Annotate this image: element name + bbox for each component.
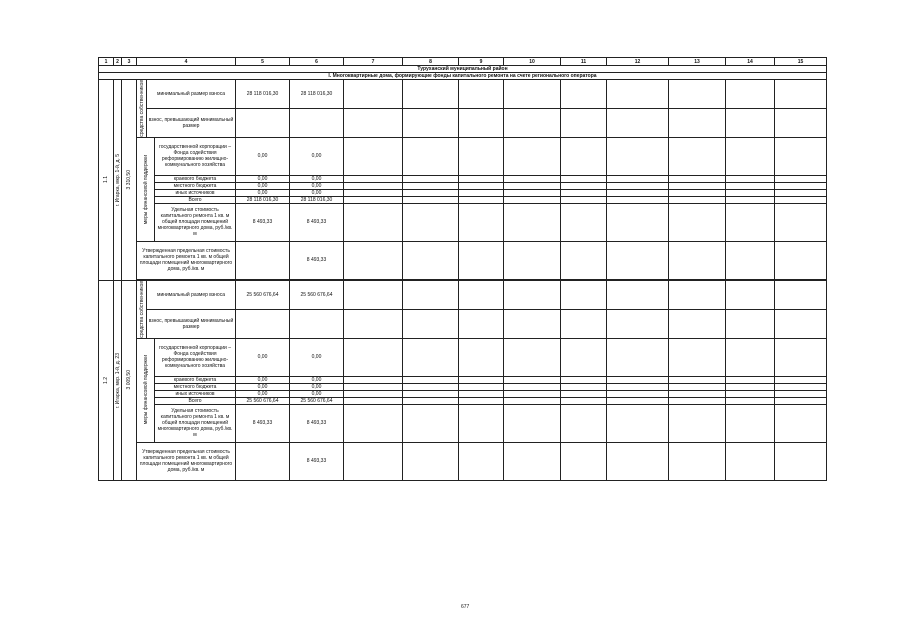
capital-repair-table xyxy=(98,57,827,481)
col-header: 6 xyxy=(290,58,344,66)
own-funds-cell xyxy=(137,280,147,338)
col-header: 2 xyxy=(114,58,122,66)
local-label: местного бюджета xyxy=(155,383,236,390)
col-header: 11 xyxy=(561,58,607,66)
value-cell: 0,00 xyxy=(290,182,344,189)
value-cell: 0,00 xyxy=(236,390,290,397)
record-number-cell xyxy=(99,280,114,480)
value-cell: 8 493,33 xyxy=(236,404,290,442)
value-cell: 8 493,33 xyxy=(290,203,344,241)
fund-label: государственной корпорации – Фонда содействия реформированию жилищно-коммунального хозяйства xyxy=(155,137,236,175)
record-row xyxy=(99,442,827,480)
record-row xyxy=(99,241,827,279)
col-header: 8 xyxy=(403,58,459,66)
record-row xyxy=(99,404,827,442)
regional-label: краевого бюджета xyxy=(155,376,236,383)
column-number-row xyxy=(99,58,827,66)
record-row xyxy=(99,80,827,109)
value-cell: 8 493,33 xyxy=(290,404,344,442)
other-label: иных источников xyxy=(155,390,236,397)
record-row xyxy=(99,137,827,175)
record-area: 3 009,50 xyxy=(126,370,132,390)
support-cell xyxy=(137,338,155,442)
col-header: 4 xyxy=(137,58,236,66)
value-cell: 0,00 xyxy=(236,182,290,189)
value-cell: 0,00 xyxy=(290,175,344,182)
district-row xyxy=(99,66,827,73)
own-funds-cell xyxy=(137,80,147,138)
record-number-cell xyxy=(99,80,114,281)
value-cell: 0,00 xyxy=(236,376,290,383)
value-cell: 0,00 xyxy=(290,390,344,397)
col-header: 1 xyxy=(99,58,114,66)
max-cost-label: Утвержденная предельная стоимость капитального ремонта 1 кв. м общей площади помещений многоквартирного дома, руб./кв. м xyxy=(137,442,236,480)
total-label: Всего xyxy=(155,196,236,203)
unit-cost-label: Удельная стоимость капитального ремонта 1 кв. м общей площади помещений многоквартирного дома, руб./кв. м xyxy=(155,203,236,241)
own-funds-label: средства собственников xyxy=(138,80,145,137)
value-cell: 28 118 016,30 xyxy=(236,80,290,109)
record-row xyxy=(99,383,827,390)
value-cell: 0,00 xyxy=(290,338,344,376)
total-label: Всего xyxy=(155,397,236,404)
value-cell: 8 493,33 xyxy=(290,442,344,480)
col-header: 12 xyxy=(607,58,669,66)
local-label: местного бюджета xyxy=(155,182,236,189)
record-row xyxy=(99,390,827,397)
record-row xyxy=(99,397,827,404)
value-cell: 0,00 xyxy=(290,189,344,196)
value-cell: 8 493,33 xyxy=(236,203,290,241)
record-row xyxy=(99,280,827,309)
own-funds-label: средства собственников xyxy=(138,280,145,338)
record-row xyxy=(99,189,827,196)
max-cost-label: Утвержденная предельная стоимость капитального ремонта 1 кв. м общей площади помещений многоквартирного дома, руб./кв. м xyxy=(137,241,236,279)
value-cell: 0,00 xyxy=(290,376,344,383)
record-area: 3 310,50 xyxy=(126,170,132,190)
support-cell xyxy=(137,137,155,241)
record-address: г. Игарка, мкр. 1-й, д. 23 xyxy=(114,352,121,408)
record-number: 1.1 xyxy=(103,176,109,184)
value-cell: 28 118 016,30 xyxy=(236,196,290,203)
section-title: I. Многоквартирные дома, формирующие фонды капитального ремонта на счете регионального оператора xyxy=(99,73,827,80)
col-header: 13 xyxy=(669,58,726,66)
record-row xyxy=(99,196,827,203)
excess-fee-label: взнос, превышающий минимальный размер xyxy=(147,108,236,137)
address-cell xyxy=(114,280,122,480)
value-cell: 0,00 xyxy=(236,175,290,182)
value-cell: 25 560 676,64 xyxy=(236,280,290,309)
value-cell: 25 560 676,64 xyxy=(236,397,290,404)
record-row xyxy=(99,338,827,376)
col-header: 15 xyxy=(775,58,827,66)
col-header: 5 xyxy=(236,58,290,66)
value-cell: 0,00 xyxy=(236,383,290,390)
col-header: 3 xyxy=(122,58,137,66)
support-label: меры финансовой поддержки xyxy=(142,154,149,224)
col-header: 7 xyxy=(344,58,403,66)
address-cell xyxy=(114,80,122,281)
page-number: 677 xyxy=(461,604,470,610)
value-cell: 0,00 xyxy=(236,189,290,196)
record-number: 1.2 xyxy=(103,376,109,384)
record-row xyxy=(99,108,827,137)
value-cell: 28 118 016,30 xyxy=(290,196,344,203)
record-row xyxy=(99,376,827,383)
area-cell xyxy=(122,80,137,281)
value-cell: 0,00 xyxy=(236,338,290,376)
min-fee-label: минимальный размер взноса xyxy=(147,280,236,309)
value-cell: 25 560 676,64 xyxy=(290,280,344,309)
excess-fee-label: взнос, превышающий минимальный размер xyxy=(147,309,236,338)
section-row xyxy=(99,73,827,80)
support-label: меры финансовой поддержки xyxy=(142,355,149,425)
value-cell: 0,00 xyxy=(290,137,344,175)
value-cell: 0,00 xyxy=(290,383,344,390)
fund-label: государственной корпорации – Фонда содействия реформированию жилищно-коммунального хозяйства xyxy=(155,338,236,376)
other-label: иных источников xyxy=(155,189,236,196)
record-row xyxy=(99,309,827,338)
value-cell: 25 560 676,64 xyxy=(290,397,344,404)
record-row xyxy=(99,203,827,241)
col-header: 14 xyxy=(726,58,775,66)
record-row xyxy=(99,175,827,182)
district-title: Туруханский муниципальный район xyxy=(99,66,827,73)
value-cell: 28 118 016,30 xyxy=(290,80,344,109)
record-address: г. Игарка, мкр. 1-й, д. 5 xyxy=(114,153,121,207)
unit-cost-label: Удельная стоимость капитального ремонта 1 кв. м общей площади помещений многоквартирного дома, руб./кв. м xyxy=(155,404,236,442)
regional-label: краевого бюджета xyxy=(155,175,236,182)
value-cell: 0,00 xyxy=(236,137,290,175)
col-header: 9 xyxy=(459,58,504,66)
value-cell: 8 493,33 xyxy=(290,241,344,279)
min-fee-label: минимальный размер взноса xyxy=(147,80,236,109)
record-row xyxy=(99,182,827,189)
area-cell xyxy=(122,280,137,480)
col-header: 10 xyxy=(504,58,561,66)
